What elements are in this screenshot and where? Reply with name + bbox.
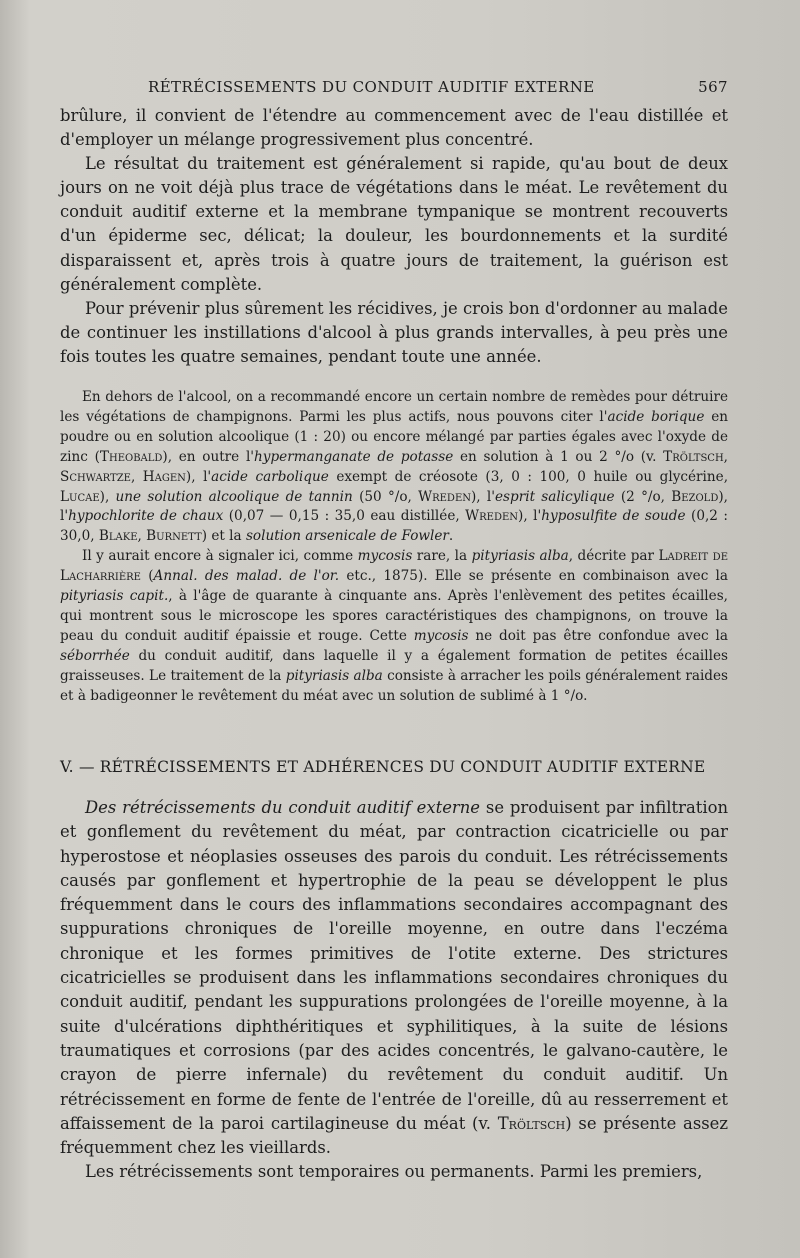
small-print-notes — [60, 388, 728, 707]
paragraph: brûlure, il convient de l'étendre au commencement avec de l'eau distillée et d'employer un mélange progressivement plus concentré. — [60, 106, 728, 150]
section-heading: V. — RÉTRÉCISSEMENTS ET ADHÉRENCES DU CONDUIT AUDITIF EXTERNE — [60, 758, 706, 776]
page-number: 567 — [698, 78, 728, 96]
paragraph: Le résultat du traitement est généralement si rapide, qu'au bout de deux jours on ne voit déjà plus trace de végétations dans le méat. Le revêtement du conduit auditif externe et la membrane tympanique se montrent recouverts d'un épiderme sec, délicat; la douleur, les bourdonnements et la surdité disparaissent et, après trois à quatre jours de traitement, la guérison est généralement complète. — [60, 154, 728, 294]
running-title: RÉTRÉCISSEMENTS DU CONDUIT AUDITIF EXTERNE — [148, 78, 595, 96]
paragraph: Les rétrécissements sont temporaires ou permanents. Parmi les premiers, — [85, 1162, 703, 1182]
note-paragraph: En dehors de l'alcool, on a recommandé encore un certain nombre de remèdes pour détruire les végétations de champignons. Parmi les plus actifs, nous pouvons citer l'acide borique en poudre ou en solution alcoolique (1 : 20) ou encore mélangé par parties égales avec l'oxyde de zinc (Theobald), en outre l'hypermanganate de potasse en solution à 1 ou 2 °/o (v. Tröltsch, Schwartze, Hagen), l'acide carbolique exempt de créosote (3, 0 : 100, 0 huile ou glycérine, Lucae), une solution alcoolique de tannin (50 °/o, Wreden), l'esprit salicylique (2 °/o, Bezold), l'hypochlorite de chaux (0,07 — 0,15 : 35,0 eau distillée, Wreden), l'hyposulfite de soude (0,2 : 30,0, Blake, Burnett) et la solution arsenicale de Fowler. — [60, 389, 729, 545]
body-text-top — [60, 104, 728, 369]
body-text-bottom — [60, 796, 728, 1185]
running-header — [60, 74, 728, 98]
note-paragraph: Il y aurait encore à signaler ici, comme mycosis rare, la pityriasis alba, décrite par Ladreit de Lacharrière (Annal. des malad. de l'or. etc., 1875). Elle se présente en combinaison avec la pityriasis capit., à l'âge de quarante à cinquante ans. Après l'enlèvement des petites écailles, qui montrent sous le microscope les spores caractéristiques des champignons, on trouve la peau du conduit auditif épaissie et rouge. Cette mycosis ne doit pas être confondue avec la séborrhée du conduit auditif, dans laquelle il y a également formation de petites écailles graisseuses. Le traitement de la pityriasis alba consiste à arracher les poils généralement raides et à badigeonner le revêtement du méat avec un solution de sublimé à 1 °/o. — [60, 548, 729, 704]
paragraph: Des rétrécissements du conduit auditif externe se produisent par infiltration et gonflement du revêtement du méat, par contraction cicatricielle ou par hyperostose et néoplasies osseuses des parois du conduit. Les rétrécissements causés par gonflement et hypertrophie de la peau se développent le plus fréquemment dans le cours des inflammations secondaires accompagnant des suppurations chroniques de l'oreille moyenne, en outre dans l'eczéma chronique et les formes primitives de l'otite externe. Des strictures cicatricielles se produisent dans les inflammations secondaires chroniques du conduit auditif, pendant les suppurations prolongées de l'oreille moyenne, à la suite d'ulcérations diphthéritiques et syphilitiques, à la suite de lésions traumatiques et corrosions (par des acides concentrés, le galvano-cautère, le crayon de pierre infernale) du revêtement du conduit auditif. Un rétrécissement en forme de fente de l'entrée de l'oreille, dû au resserrement et affaissement de la paroi cartilagineuse du méat (v. Tröltsch) se présente assez fréquemment chez les vieillards. — [60, 798, 728, 1158]
paragraph: Pour prévenir plus sûrement les récidives, je crois bon d'ordonner au malade de continuer les instillations d'alcool à plus grands intervalles, à peu près une fois toutes les quatre semaines, pendant toute une année. — [60, 298, 728, 366]
